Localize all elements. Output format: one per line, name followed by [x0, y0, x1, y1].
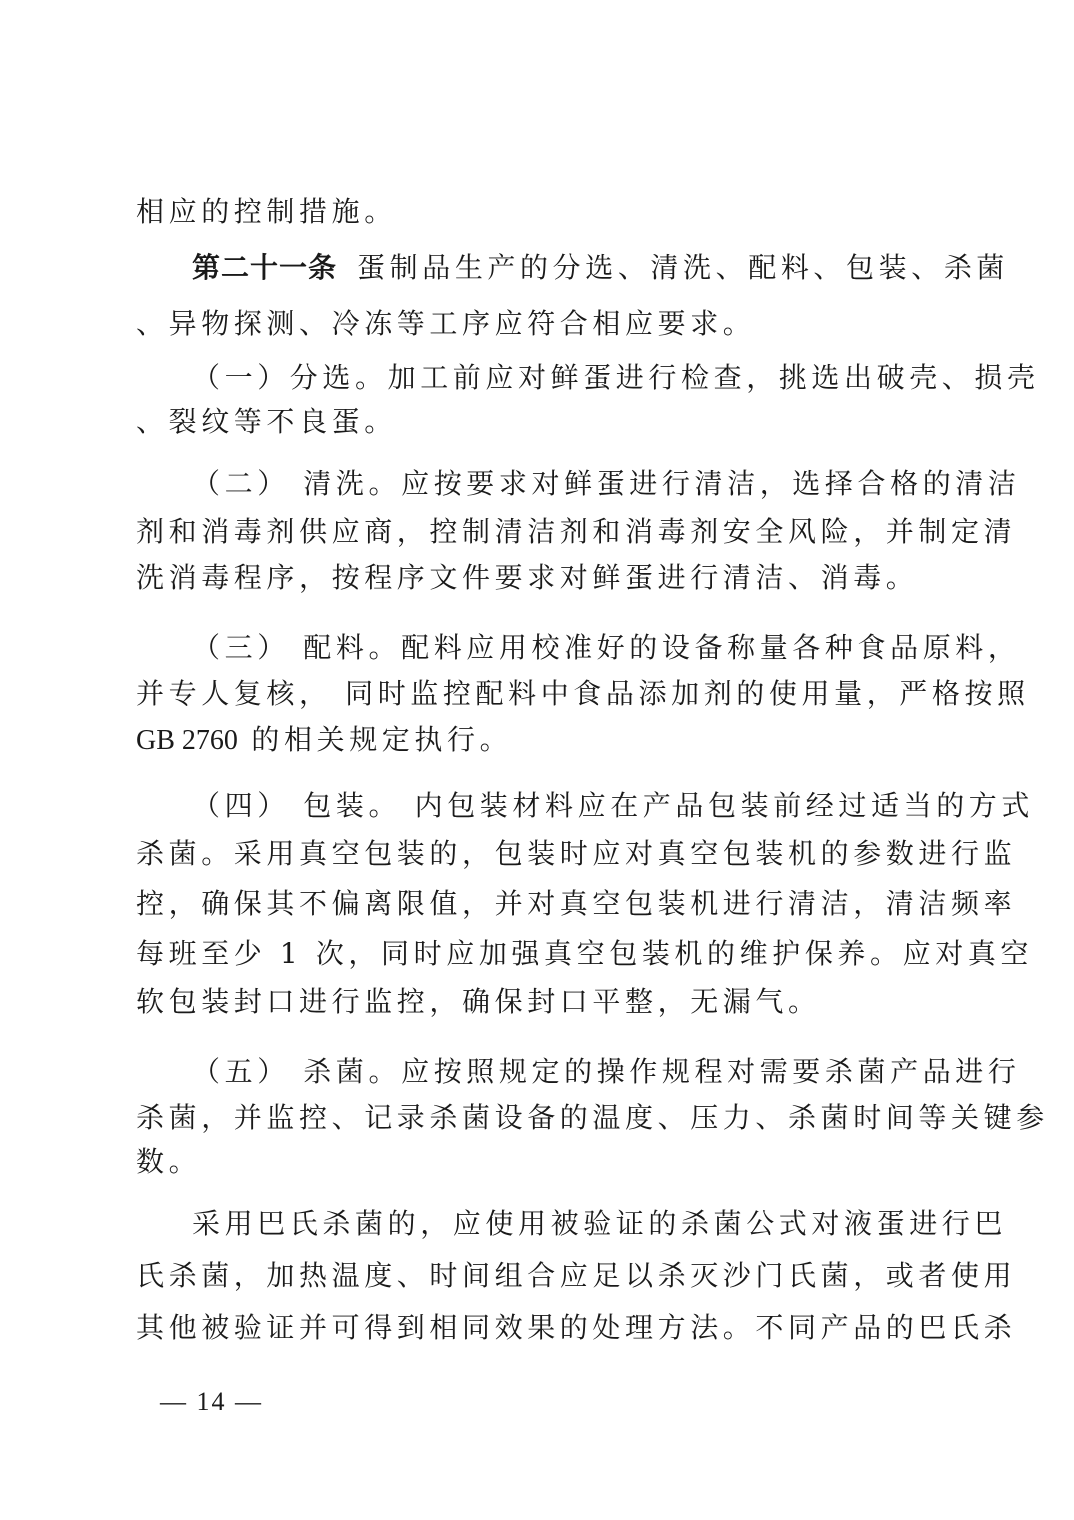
item-cleaning-line-2: 剂和消毒剂供应商，控制清洁剂和消毒剂安全风险，并制定清 [136, 515, 1017, 548]
pasteurization-line-2: 氏杀菌，加热温度、时间组合应足以杀灭沙门氏菌，或者使用 [136, 1259, 1017, 1292]
batching-line-rest: 的相关规定执行。 [237, 723, 513, 756]
item-packaging-line-5: 软包装封口进行监控，确保封口平整，无漏气。 [136, 985, 821, 1018]
item-sterilization-line-2: 杀菌，并监控、记录杀菌设备的温度、压力、杀菌时间等关键参 [136, 1101, 1049, 1134]
article-21-line-1 [192, 248, 1010, 288]
continuation-line: 相应的控制措施。 [136, 195, 397, 228]
item-batching-line-3 [136, 720, 936, 761]
page-number: — 14 — [160, 1387, 263, 1416]
standard-code: GB 2760 [136, 725, 238, 756]
item-packaging-line-4: 每班至少 1 次，同时应加强真空包装机的维护保养。应对真空 [136, 937, 1034, 970]
item-cleaning-line-1: （二） 清洗。应按要求对鲜蛋进行清洁，选择合格的清洁 [192, 467, 1021, 500]
article-21-line-2: 、异物探测、冷冻等工序应符合相应要求。 [136, 307, 756, 340]
item-sterilization-line-1: （五） 杀菌。应按照规定的操作规程对需要杀菌产品进行 [192, 1055, 1021, 1088]
item-packaging-line-2: 杀菌。采用真空包装的，包装时应对真空包装机的参数进行监 [136, 837, 1017, 870]
item-batching-line-2: 并专人复核， 同时监控配料中食品添加剂的使用量，严格按照 [136, 677, 1030, 710]
item-cleaning-line-3: 洗消毒程序，按程序文件要求对鲜蛋进行清洁、消毒。 [136, 561, 919, 594]
item-packaging-line-3: 控，确保其不偏离限值，并对真空包装机进行清洁，清洁频率 [136, 887, 1017, 920]
article-text: 蛋制品生产的分选、清洗、配料、包装、杀菌 [357, 251, 1010, 284]
article-heading: 第二十一条 [192, 251, 338, 284]
item-packaging-line-1: （四） 包装。 内包装材料应在产品包装前经过适当的方式 [192, 789, 1035, 822]
pasteurization-line-1: 采用巴氏杀菌的，应使用被验证的杀菌公式对液蛋进行巴 [192, 1207, 1008, 1240]
item-batching-line-1: （三） 配料。配料应用校准好的设备称量各种食品原料， [192, 631, 1021, 664]
pasteurization-line-3: 其他被验证并可得到相同效果的处理方法。不同产品的巴氏杀 [136, 1311, 1017, 1344]
item-sterilization-line-3: 数。 [136, 1145, 202, 1178]
item-sorting-line-2: 、裂纹等不良蛋。 [136, 405, 397, 438]
item-sorting-line-1: （一）分选。加工前应对鲜蛋进行检查，挑选出破壳、损壳 [192, 361, 1040, 394]
